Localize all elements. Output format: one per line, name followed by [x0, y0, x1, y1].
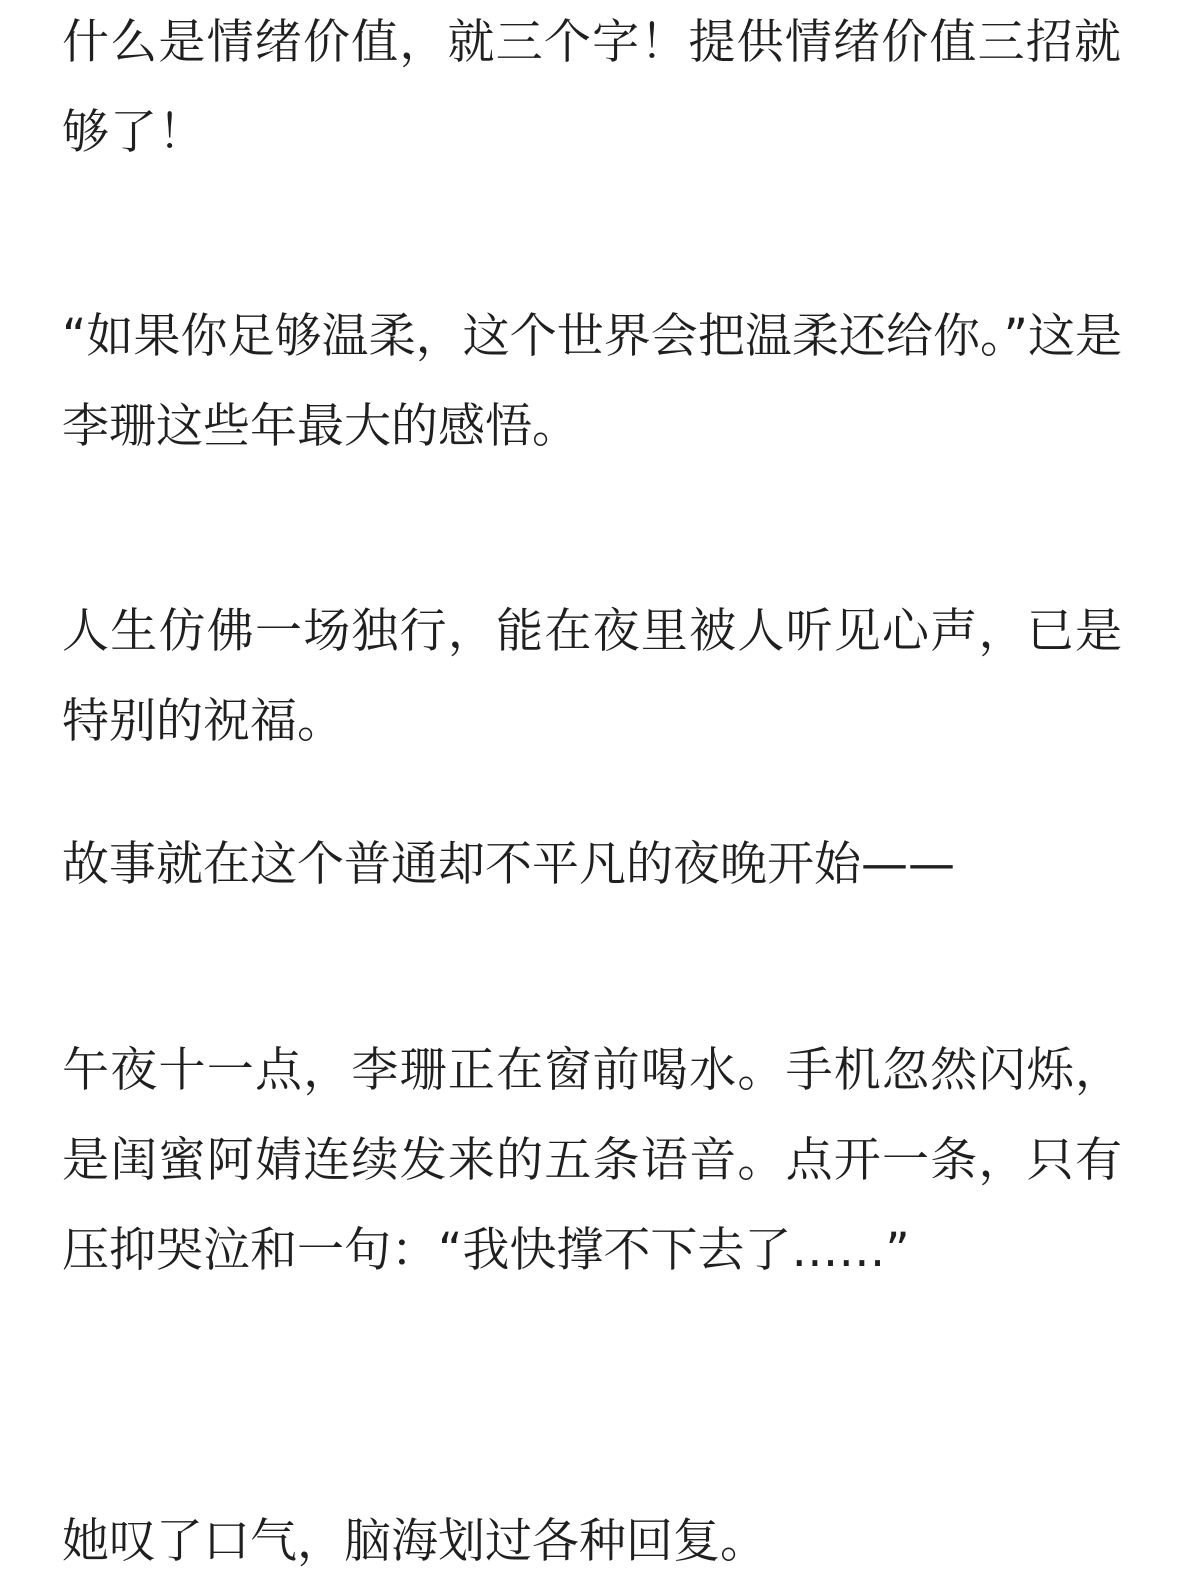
- article-paragraph-midnight: 午夜十一点，李珊正在窗前喝水。手机忽然闪烁，是闺蜜阿婧连续发来的五条语音。点开一条，只有压抑哭泣和一句：“我快撑不下去了……”: [62, 1043, 1122, 1278]
- article-paragraph-sigh: 她叹了口气，脑海划过各种回复。: [62, 1514, 767, 1569]
- article-paragraph-story-start: 故事就在这个普通却不平凡的夜晚开始——: [62, 837, 955, 892]
- article-paragraph-quote: “如果你足够温柔，这个世界会把温柔还给你。”这是李珊这些年最大的感悟。: [62, 309, 1122, 454]
- article-paragraph-reflection: 人生仿佛一场独行，能在夜里被人听见心声，已是特别的祝福。: [62, 604, 1122, 749]
- article-paragraph-title-line: 什么是情绪价值，就三个字！提供情绪价值三招就够了！: [62, 15, 1122, 160]
